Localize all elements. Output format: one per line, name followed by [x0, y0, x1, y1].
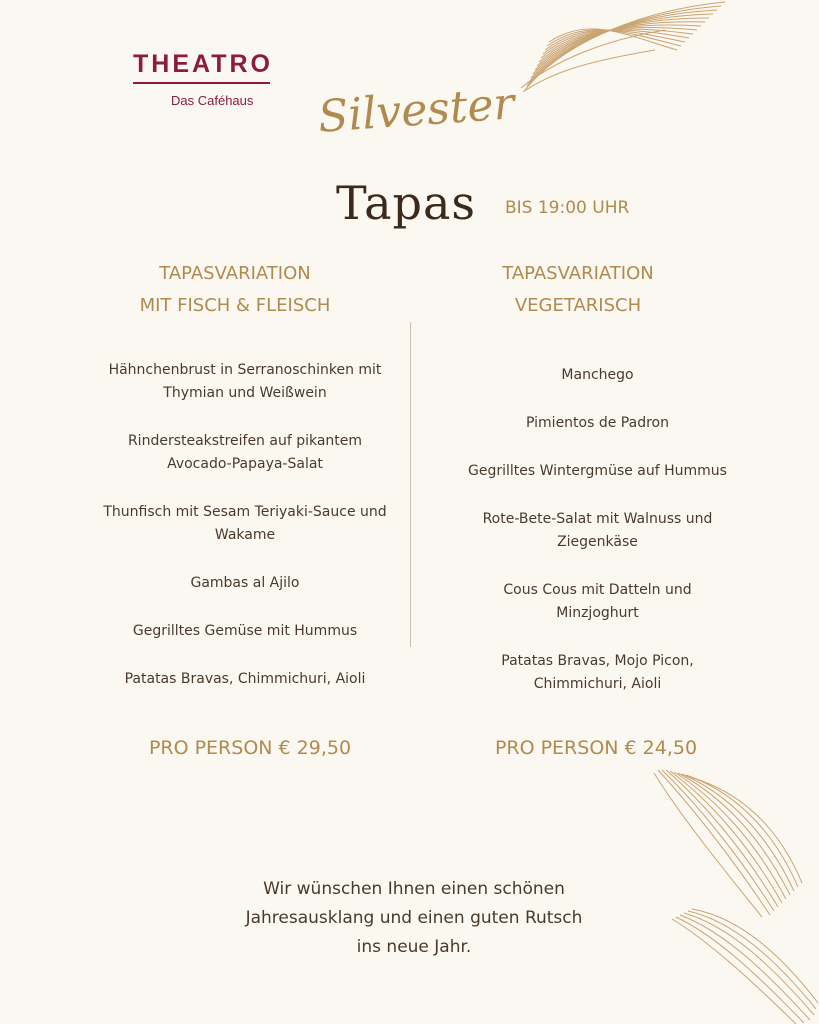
price-vegetarian: PRO PERSON € 24,50 [494, 737, 698, 759]
closing-line: ins neue Jahr. [356, 937, 472, 957]
closing-line: Jahresausklang und einen guten Rutsch [245, 908, 583, 928]
heading-line: VEGETARISCH [514, 295, 642, 316]
menu-item: Pimientos de Padron [526, 415, 669, 431]
closing-line: Wir wünschen Ihnen einen schönen [263, 879, 565, 899]
menu-list-meat [100, 359, 390, 716]
menu-item: Rote-Bete-Salat mit Walnuss und Ziegenkäse [482, 511, 713, 550]
menu-list-vegetarian [455, 364, 740, 721]
menu-item: Hähnchenbrust in Serranoschinken mit Thymian und Weißwein [108, 362, 382, 401]
leaf-decoration-top-icon [515, 0, 730, 95]
brand-logo: THEATRO [133, 50, 273, 78]
column-heading-meat [105, 258, 365, 322]
brand-subtitle: Das Caféhaus [171, 93, 254, 108]
menu-item: Patatas Bravas, Mojo Picon, Chimmichuri, Aioli [501, 653, 694, 692]
menu-item: Rindersteakstreifen auf pikantem Avocado-Papaya-Salat [127, 433, 363, 472]
heading-line: MIT FISCH & FLEISCH [139, 295, 331, 316]
heading-line: TAPASVARIATION [159, 263, 311, 284]
menu-item: Gambas al Ajilo [190, 575, 300, 591]
menu-item: Gegrilltes Gemüse mit Hummus [132, 623, 358, 639]
menu-item: Gegrilltes Wintergmüse auf Hummus [468, 463, 727, 479]
heading-line: TAPASVARIATION [502, 263, 654, 284]
column-divider [410, 322, 411, 647]
menu-item: Thunfisch mit Sesam Teriyaki-Sauce und Wakame [103, 504, 387, 543]
menu-item: Cous Cous mit Datteln und Minzjoghurt [503, 582, 692, 621]
menu-item: Manchego [561, 367, 634, 383]
column-heading-vegetarian [448, 258, 708, 322]
time-subtitle: BIS 19:00 UHR [505, 198, 630, 218]
page-title: Tapas [336, 176, 477, 230]
closing-message [204, 875, 624, 962]
logo-divider [133, 82, 270, 84]
price-meat: PRO PERSON € 29,50 [148, 737, 352, 759]
leaf-decoration-bottom-icon [650, 765, 819, 1024]
menu-item: Patatas Bravas, Chimmichuri, Aioli [124, 671, 366, 687]
event-script-title: Silvester [316, 78, 517, 143]
